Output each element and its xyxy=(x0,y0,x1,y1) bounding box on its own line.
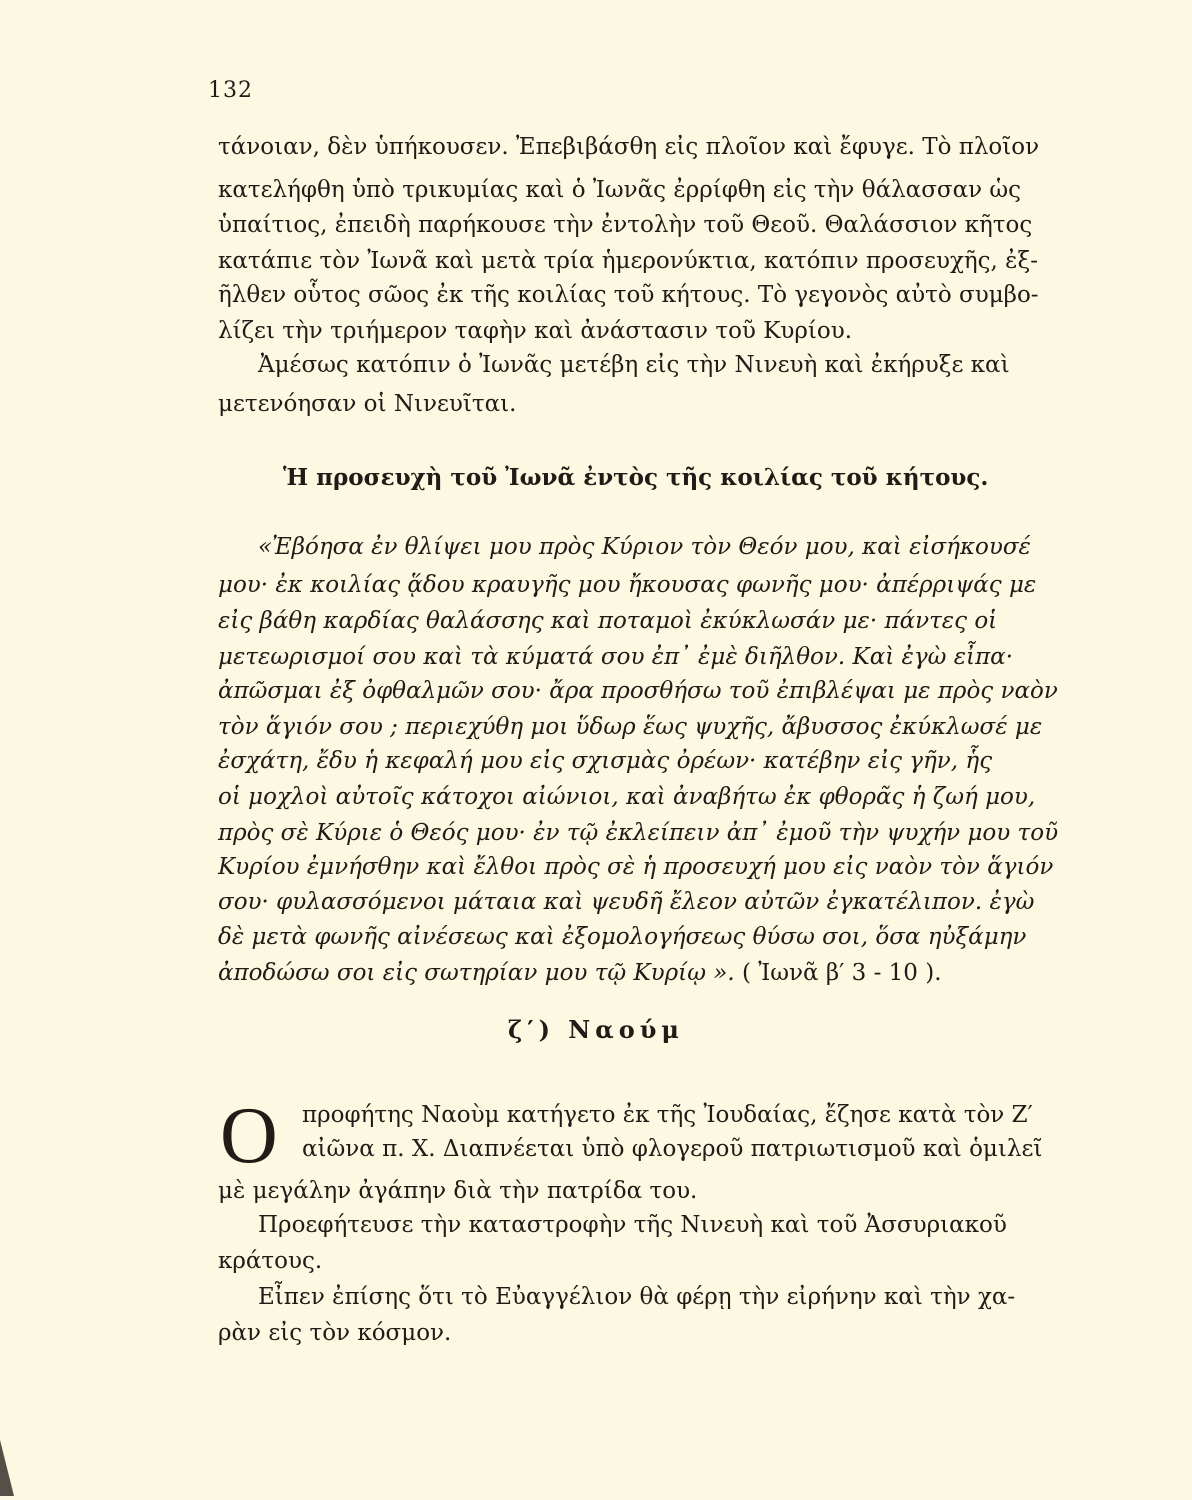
paragraph-line: τάνοιαν, δὲν ὑπήκουσεν. Ἐπεβιβάσθη εἰς πλοῖον καὶ ἔφυγε. Τὸ πλοῖον xyxy=(218,134,1040,160)
prayer-line: μου· ἐκ κοιλίας ᾅδου κραυγῆς μου ἤκουσας φωνῆς μου· ἀπέρριψάς με xyxy=(218,572,1037,598)
prayer-line: τὸν ἅγιόν σου ; περιεχύθη μοι ὕδωρ ἕως ψυχῆς, ἄβυσσος ἐκύκλωσέ με xyxy=(218,714,1043,740)
paragraph-line: ρὰν εἰς τὸν κόσμον. xyxy=(218,1320,452,1346)
paragraph-line: Ἀμέσως κατόπιν ὁ Ἰωνᾶς μετέβη εἰς τὴν Νινευὴ καὶ ἐκήρυξε καὶ xyxy=(258,352,1010,378)
paragraph-line: Προεφήτευσε τὴν καταστροφὴν τῆς Νινευὴ καὶ τοῦ Ἀσσυριακοῦ xyxy=(258,1212,1007,1238)
section-heading: Ἡ προσευχὴ τοῦ Ἰωνᾶ ἐντὸς τῆς κοιλίας τοῦ κήτους. xyxy=(283,464,989,491)
prayer-line: ἀπῶσμαι ἐξ ὀφθαλμῶν σου· ἄρα προσθήσω τοῦ ἐπιβλέψαι με πρὸς ναὸν xyxy=(218,678,1058,704)
paragraph-line: προφήτης Ναοὺμ κατήγετο ἐκ τῆς Ἰουδαίας, ἔζησε κατὰ τὸν Ζ′ xyxy=(302,1102,1033,1128)
paragraph-line: μετενόησαν οἱ Νινευῖται. xyxy=(218,391,517,417)
drop-cap: Ο xyxy=(220,1092,278,1180)
prayer-line: δὲ μετὰ φωνῆς αἰνέσεως καὶ ἐξομολογήσεως θύσω σοι, ὅσα ηὐξάμην xyxy=(218,924,1027,950)
paragraph-line: αἰῶνα π. Χ. Διαπνέεται ὑπὸ φλογεροῦ πατριωτισμοῦ καὶ ὁμιλεῖ xyxy=(302,1136,1043,1162)
prayer-line: μετεωρισμοί σου καὶ τὰ κύματά σου ἐπ᾽ ἐμὲ διῆλθον. Καὶ ἐγὼ εἶπα· xyxy=(218,644,1014,670)
prayer-line: ἀποδώσω σοι εἰς σωτηρίαν μου τῷ Κυρίῳ ». xyxy=(218,960,735,986)
prayer-line: εἰς βάθη καρδίας θαλάσσης καὶ ποταμοὶ ἐκύκλωσάν με· πάντες οἱ xyxy=(218,608,998,634)
subsection-heading: ζ′) Ναούμ xyxy=(508,1015,684,1044)
page-edge-mark xyxy=(0,1430,18,1500)
prayer-line: πρὸς σὲ Κύριε ὁ Θεός μου· ἐν τῷ ἐκλείπειν ἀπ᾽ ἐμοῦ τὴν ψυχήν μου τοῦ xyxy=(218,820,1059,846)
prayer-line: «Ἐβόησα ἐν θλίψει μου πρὸς Κύριον τὸν Θεόν μου, καὶ εἰσήκουσέ xyxy=(258,534,1031,560)
prayer-line: οἱ μοχλοὶ αὐτοῖς κάτοχοι αἰώνιοι, καὶ ἀναβήτω ἐκ φθορᾶς ἡ ζωή μου, xyxy=(218,784,1036,810)
page-number: 132 xyxy=(208,78,253,103)
paragraph-line: Εἶπεν ἐπίσης ὅτι τὸ Εὐαγγέλιον θὰ φέρῃ τὴν εἰρήνην καὶ τὴν χα- xyxy=(258,1284,1016,1310)
prayer-line: ἐσχάτη, ἔδυ ἡ κεφαλή μου εἰς σχισμὰς ὀρέων· κατέβην εἰς γῆν, ἧς xyxy=(218,748,993,774)
prayer-last-line xyxy=(218,962,942,985)
paragraph-line: μὲ μεγάλην ἀγάπην διὰ τὴν πατρίδα του. xyxy=(218,1178,698,1204)
paragraph-line: ῆλθεν οὗτος σῶος ἐκ τῆς κοιλίας τοῦ κήτους. Τὸ γεγονὸς αὐτὸ συμβο- xyxy=(218,282,1039,308)
prayer-reference: ( Ἰωνᾶ β′ 3 - 10 ). xyxy=(741,960,942,986)
paragraph-line: λίζει τὴν τριήμερον ταφὴν καὶ ἀνάστασιν τοῦ Κυρίου. xyxy=(218,318,853,344)
paragraph-line: κατάπιε τὸν Ἰωνᾶ καὶ μετὰ τρία ἡμερονύκτια, κατόπιν προσευχῆς, ἐξ- xyxy=(218,248,1038,274)
prayer-line: σου· φυλασσόμενοι μάταια καὶ ψευδῆ ἔλεον αὐτῶν ἐγκατέλιπον. ἐγὼ xyxy=(218,889,1035,915)
paragraph-line: κράτους. xyxy=(218,1248,323,1274)
paragraph-line: κατελήφθη ὑπὸ τρικυμίας καὶ ὁ Ἰωνᾶς ἐρρίφθη εἰς τὴν θάλασσαν ὡς xyxy=(218,177,1022,203)
paragraph-line: ὑπαίτιος, ἐπειδὴ παρήκουσε τὴν ἐντολὴν τοῦ Θεοῦ. Θαλάσσιον κῆτος xyxy=(218,212,1033,238)
prayer-line: Κυρίου ἐμνήσθην καὶ ἔλθοι πρὸς σὲ ἡ προσευχή μου εἰς ναὸν τὸν ἅγιόν xyxy=(218,854,1054,880)
